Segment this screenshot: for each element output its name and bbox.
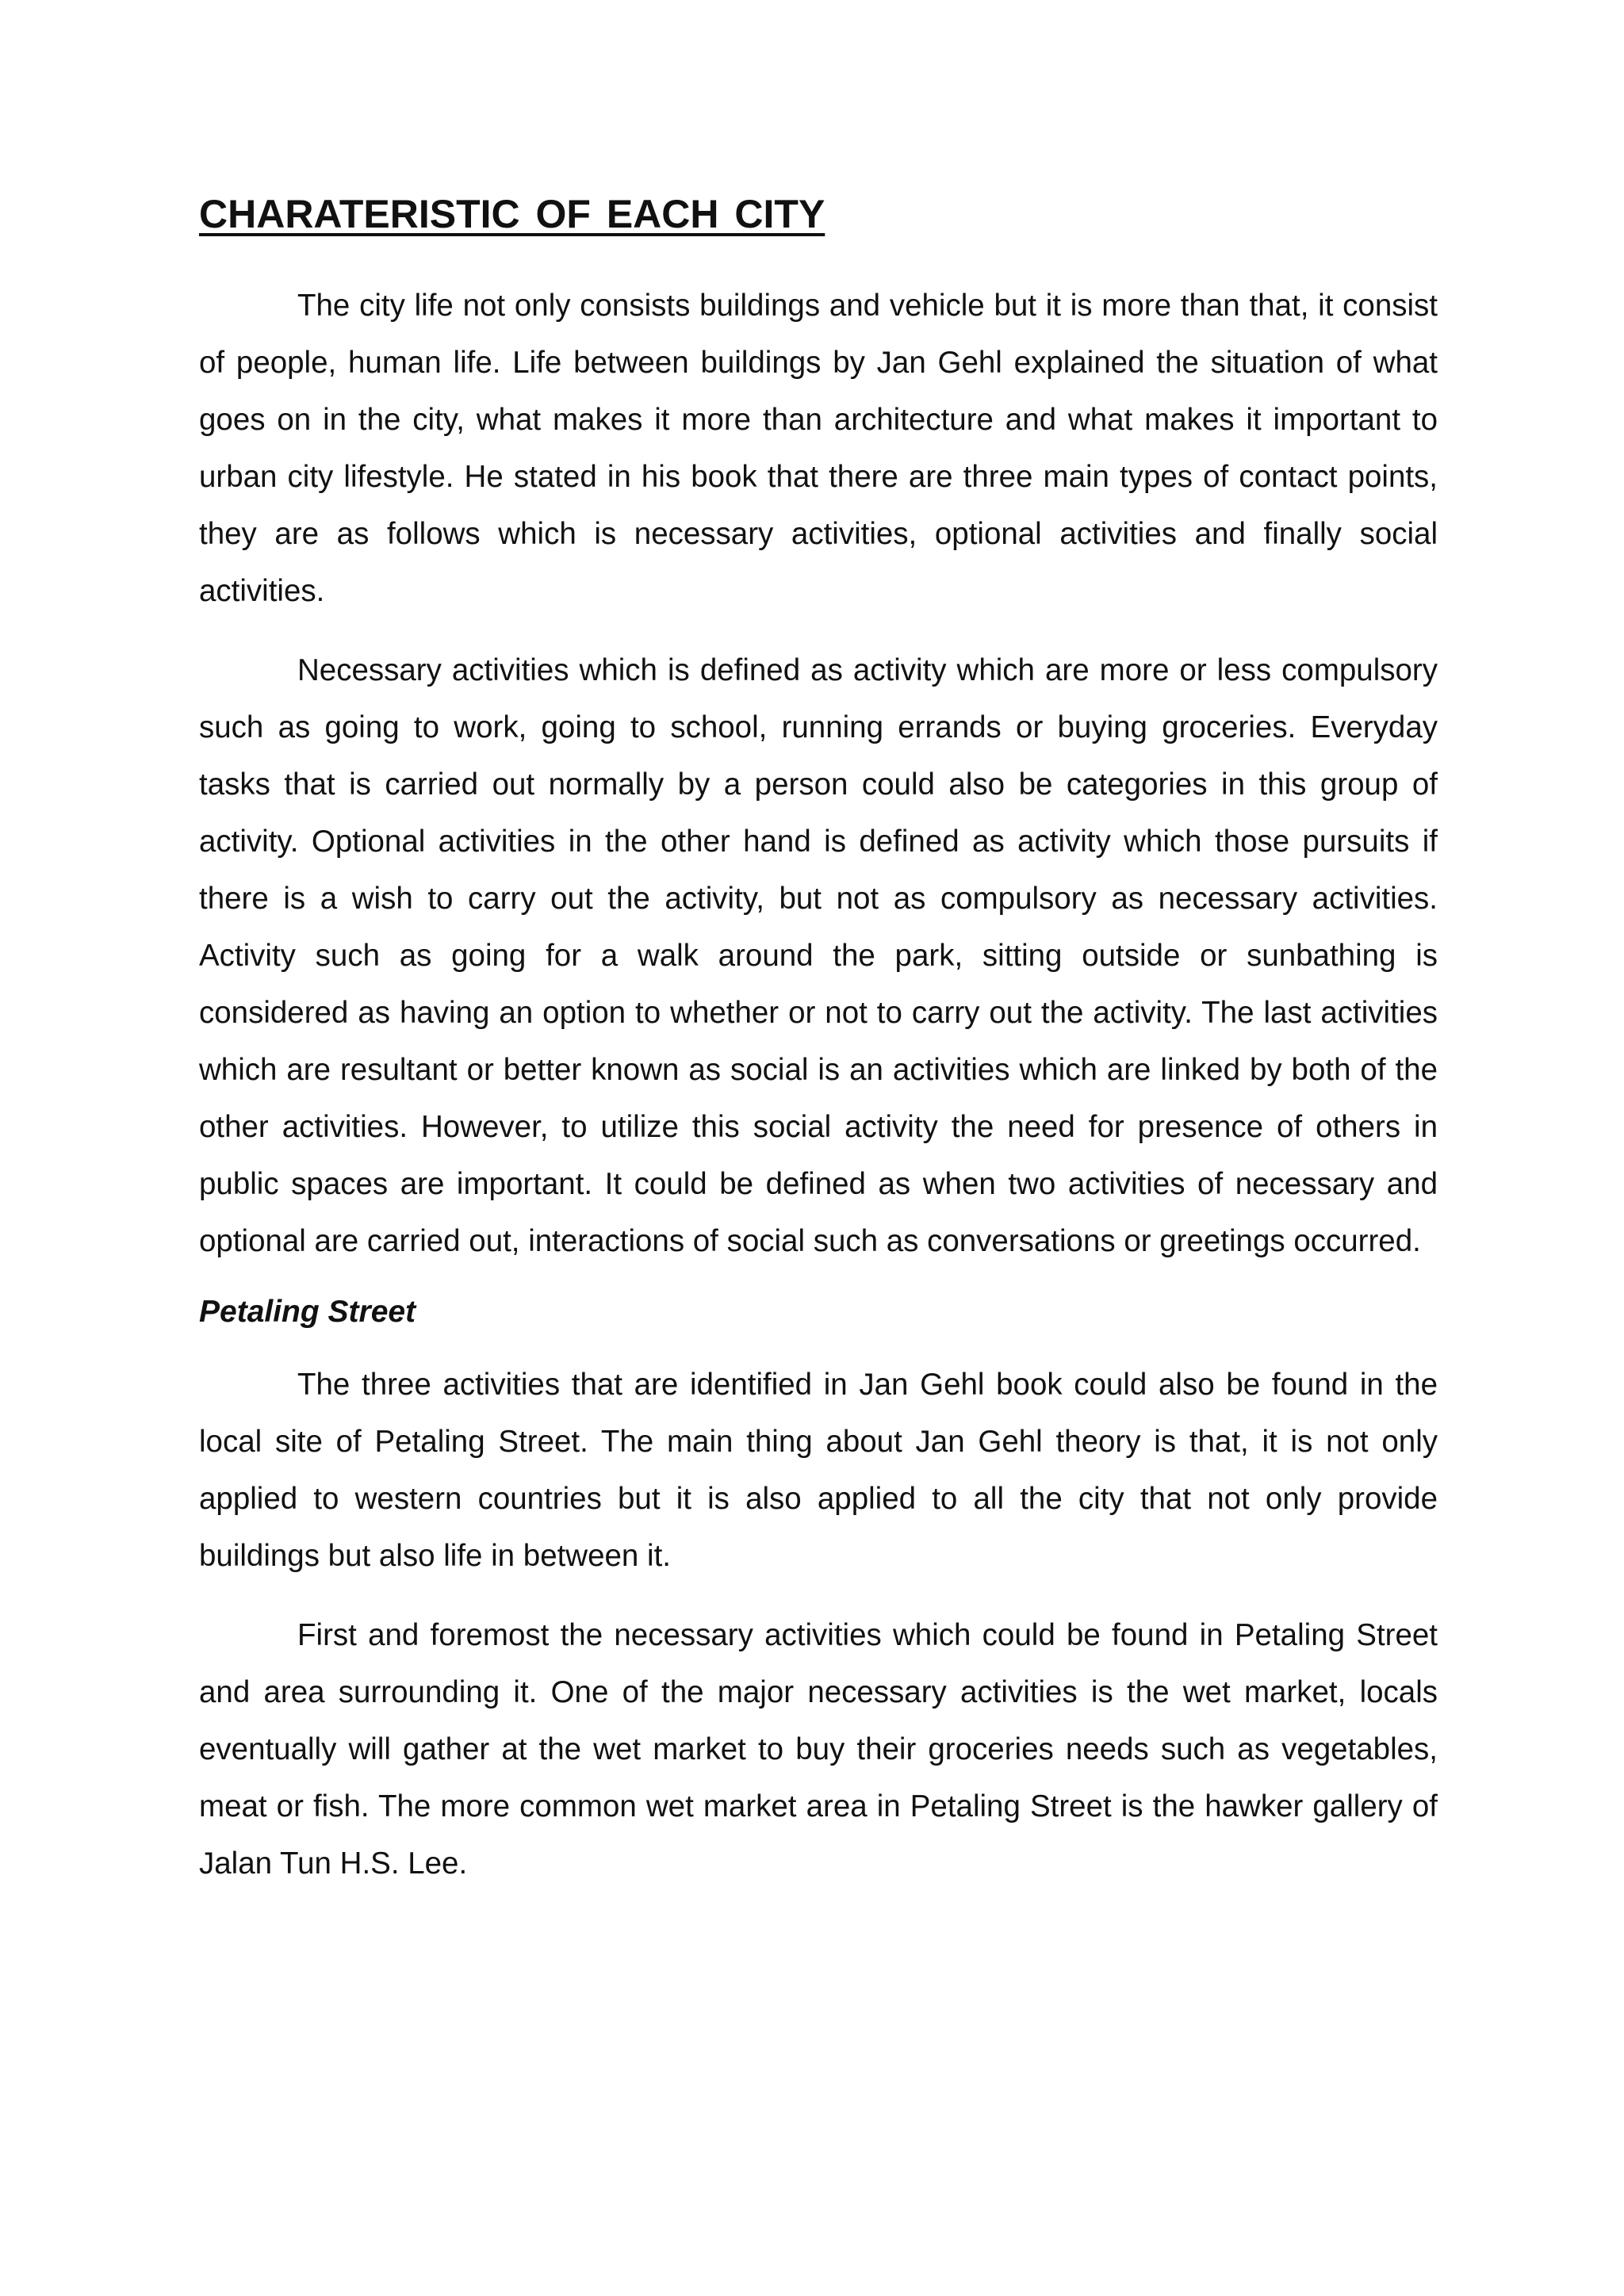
- intro-paragraph-2: Necessary activities which is defined as activity which are more or less compulsory such as going to work, going to school, running errands or buying groceries. Everyday tasks that is carried out normally by a person could also be categories in this group of activity. Optional activities in the other hand is defined as activity which those pursuits if there is a wish to carry out the activity, but not as compulsory as necessary activities. Activity such as going for a walk around the park, sitting outside or sunbathing is considered as having an option to whether or not to carry out the activity. The last activities which are resultant or better known as social is an activities which are linked by both of the other activities. However, to utilize this social activity the need for presence of others in public spaces are important. It could be defined as when two activities of necessary and optional are carried out, interactions of social such as conversations or greetings occurred.: [199, 653, 1438, 1258]
- section-paragraph-1: The three activities that are identified in Jan Gehl book could also be found in the local site of Petaling Street. The main thing about Jan Gehl theory is that, it is not only applied to western countries but it is also applied to all the city that not only provide buildings but also life in between it.: [199, 1367, 1438, 1573]
- page-title: CHARATERISTIC OF EACH CITY: [199, 192, 825, 236]
- section-paragraph-2: First and foremost the necessary activities which could be found in Petaling Street and area surrounding it. One of the major necessary activities is the wet market, locals eventually will gather at the wet market to buy their groceries needs such as vegetables, meat or fish. The more common wet market area in Petaling Street is the hawker gallery of Jalan Tun H.S. Lee.: [199, 1617, 1438, 1881]
- intro-paragraph-1: The city life not only consists buildings and vehicle but it is more than that, it consist of people, human life. Life between buildings by Jan Gehl explained the situation of what goes on in the city, what makes it more than architecture and what makes it important to urban city lifestyle. He stated in his book that there are three main types of contact points, they are as follows which is necessary activities, optional activities and finally social activities.: [199, 289, 1438, 608]
- document-content: [199, 190, 1438, 1915]
- section-heading-petaling-street: Petaling Street: [199, 1295, 416, 1329]
